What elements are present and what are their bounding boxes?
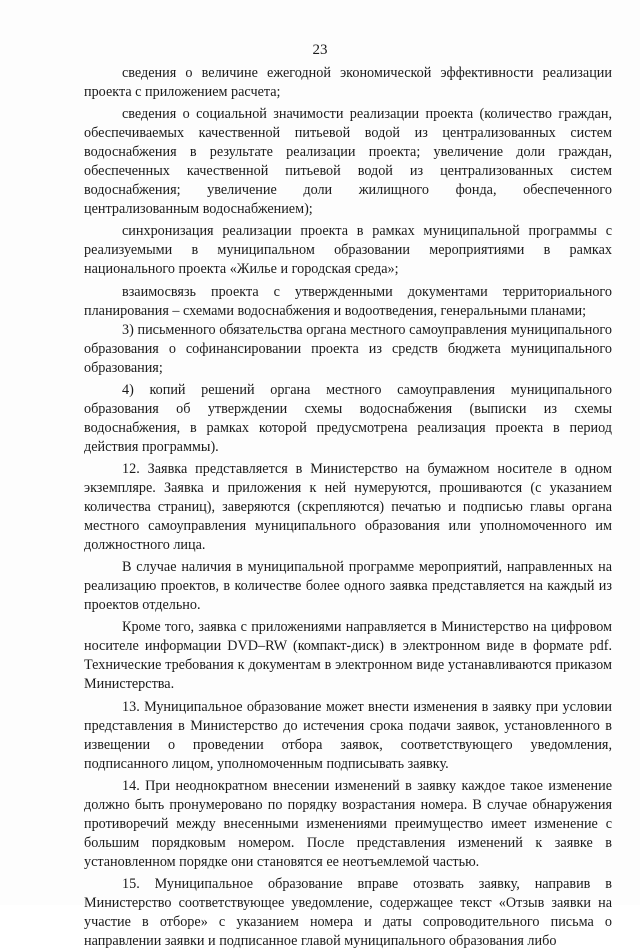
- paragraph-clause-13: 13. Муниципальное образование может внести изменения в заявку при условии представления в Министерство до истечения срока подачи заявок, установленного в извещении о проведении отбора заявок, соответствующего уведомления, подписанного лицом, уполномоченным подписывать заявку.: [84, 698, 612, 772]
- paragraph-multiple-projects: В случае наличия в муниципальной программе мероприятий, направленных на реализацию проектов, в количестве более одного заявка представляется на каждый из проектов отдельно.: [84, 559, 612, 614]
- document-body: [84, 64, 612, 951]
- paragraph-digital-copy: Кроме того, заявка с приложениями направляется в Министерство на цифровом носителе информации DVD–RW (компакт-диск) в электронном виде в формате pdf. Технические требования к документам в электронном виде устанавливаются приказом Министерства.: [84, 619, 612, 693]
- paragraph-economic-efficiency: сведения о величине ежегодной экономической эффективности реализации проекта с приложением расчета;: [84, 65, 612, 101]
- paragraph-clause-12: 12. Заявка представляется в Министерство на бумажном носителе в одном экземпляре. Заявка и приложения к ней нумеруются, прошиваются (с указанием количества страниц), заверяются (скрепляются) печатью и подписью главы органа местного самоуправления муниципального образования или уполномоченного им должностного лица.: [84, 460, 612, 554]
- paragraph-clause-15: 15. Муниципальное образование вправе отозвать заявку, направив в Министерство соответствующее уведомление, содержащее текст «Отзыв заявки на участие в отборе» с указанием номера и даты сопроводительного письма о направлении заявки и подписанное главой муниципального образования либо: [84, 875, 612, 950]
- paragraph-social-significance: сведения о социальной значимости реализации проекта (количество граждан, обеспечиваемых качественной питьевой водой из централизованных систем водоснабжения в результате реализации проекта; увеличение доли граждан, обеспеченных качественной питьевой водой из централизованных систем водоснабжения; увеличение доли жилищного фонда, обеспеченного централизованным водоснабжением);: [84, 106, 612, 218]
- paragraph-item-4: 4) копий решений органа местного самоуправления муниципального образования об утверждении схемы водоснабжения (выписки из схемы водоснабжения, в рамках которой предусмотрена реализация проекта в период действия программы).: [84, 381, 612, 455]
- paragraph-planning-link: взаимосвязь проекта с утвержденными документами территориального планирования – схемами водоснабжения и водоотведения, генеральными планами;: [84, 283, 612, 319]
- paragraph-clause-14: 14. При неоднократном внесении изменений в заявку каждое такое изменение должно быть пронумеровано по порядку возрастания номера. В случае обнаружения противоречий между внесенными изменениями преимущество имеет изменение с большим порядковым номером. После представления изменений к заявке в установленном порядке они становятся ее неотъемлемой частью.: [84, 777, 612, 870]
- page-number: 23: [312, 42, 328, 58]
- paragraph-item-3: 3) письменного обязательства органа местного самоуправления муниципального образования о софинансировании проекта из средств бюджета муниципального образования;: [84, 321, 612, 376]
- paragraph-synchronization: синхронизация реализации проекта в рамках муниципальной программы с реализуемыми в муниципальном образовании мероприятиями в рамках национального проекта «Жилье и городская среда»;: [84, 223, 612, 278]
